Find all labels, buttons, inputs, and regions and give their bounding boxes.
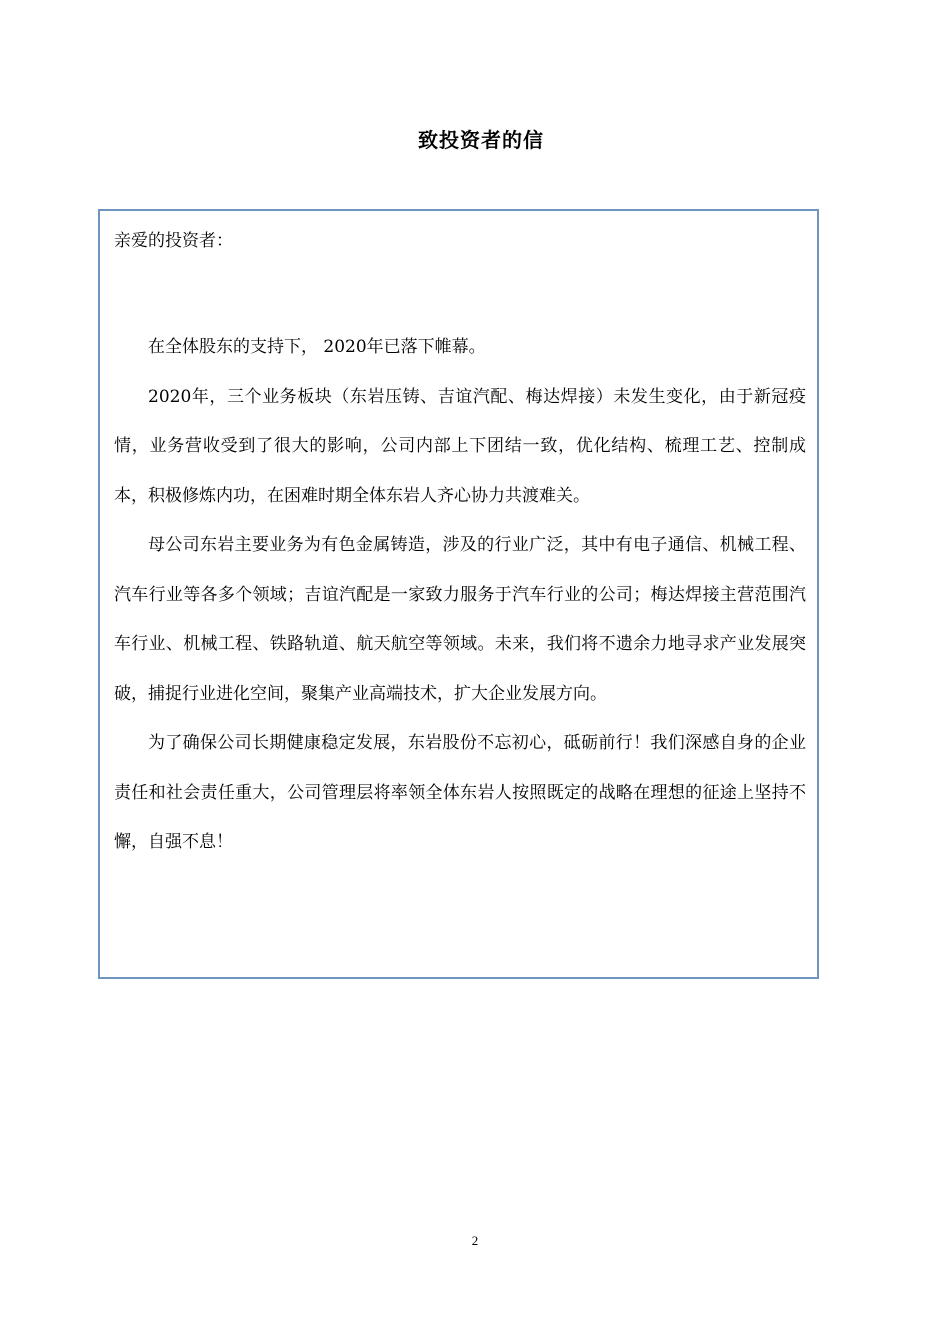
letter-body [114, 323, 806, 868]
salutation: 亲爱的投资者： [114, 231, 233, 251]
page-number: 2 [471, 1233, 479, 1248]
paragraph-4: 为了确保公司长期健康稳定发展，东岩股份不忘初心，砥砺前行！我们深感自身的企业责任和社会责任重大，公司管理层将率领全体东岩人按照既定的战略在理想的征途上坚持不懈，自强不息！ [114, 733, 806, 852]
page-title: 致投资者的信 [418, 128, 544, 152]
paragraph-2: 2020年，三个业务板块（东岩压铸、吉谊汽配、梅达焊接）未发生变化，由于新冠疫情，业务营收受到了很大的影响，公司内部上下团结一致，优化结构、梳理工艺、控制成本，积极修炼内功，在困难时期全体东岩人齐心协力共渡难关。 [114, 386, 806, 506]
paragraph-3: 母公司东岩主要业务为有色金属铸造，涉及的行业广泛，其中有电子通信、机械工程、汽车行业等各多个领域；吉谊汽配是一家致力服务于汽车行业的公司；梅达焊接主营范围汽车行业、机械工程、铁路轨道、航天航空等领域。未来，我们将不遗余力地寻求产业发展突破，捕捉行业进化空间，聚集产业高端技术，扩大企业发展方向。 [114, 535, 806, 704]
paragraph-1: 在全体股东的支持下， 2020年已落下帷幕。 [148, 337, 486, 357]
